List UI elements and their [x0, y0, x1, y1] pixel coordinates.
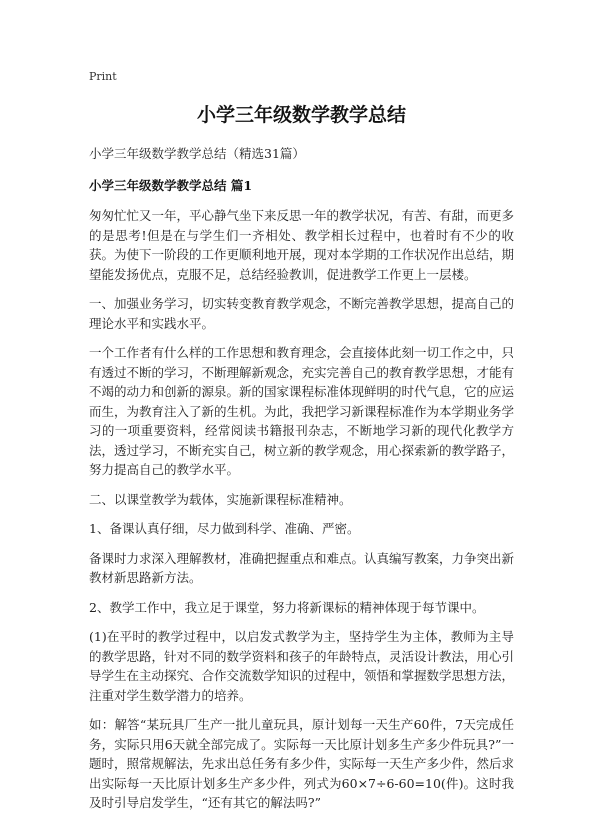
- paragraph-point-one: 一、加强业务学习，切实转变教育教学观念，不断完善教学思想，提高自己的理论水平和实践水平。: [89, 296, 515, 331]
- paragraph-lesson-prep-detail: 备课时力求深入理解教材，准确把握重点和难点。认真编写教案，力争突出新教材新思路新方法。: [89, 550, 515, 585]
- print-label: Print: [89, 70, 117, 83]
- paragraph-learning: 一个工作者有什么样的工作思想和教育理念，会直接体此刻一切工作之中，只有透过不断的学习，不断理解新观念，充实完善自己的教育教学思想，才能有不竭的动力和创新的源泉。新的国家课程标准体现鲜明的时代气息，它的应运而生，为教育注入了新的生机。为此，我把学习新课程标准作为本学期业务学习的一项重要资料，经常阅读书籍报刊杂志，不断地学习新的现代化教学方法，透过学习，不断充实自己，树立新的教学观念，用心探索新的教学路子，努力提高自己的教学水平。: [89, 345, 515, 477]
- paragraph-point-two: 二、以课堂教学为载体，实施新课程标准精神。: [89, 491, 352, 507]
- document-title: 小学三年级数学教学总结: [196, 104, 406, 126]
- paragraph-classroom: 2、教学工作中，我立足于课堂，努力将新课标的精神体现于每节课中。: [89, 599, 485, 615]
- document-subtitle: 小学三年级数学教学总结（精选31篇）: [89, 146, 305, 161]
- section-heading: 小学三年级数学教学总结 篇1: [89, 178, 253, 193]
- paragraph-teaching-method: (1)在平时的教学过程中，以启发式教学为主，坚持学生为主体，教师为主导的教学思路，针对不同的数学资料和孩子的年龄特点，灵活设计教法，用心引导学生在主动探究、合作交流数学知识的过程中，领悟和掌握数学思想方法，注重对学生数学潜力的培养。: [89, 629, 515, 703]
- paragraph-example: 如：解答“某玩具厂生产一批儿童玩具，原计划每一天生产60件，7天完成任务，实际只用6天就全部完成了。实际每一天比原计划多生产多少件玩具?”一题时，照常规解法，先求出总任务有多少件，实际每一天生产多少件，然后求出实际每一天比原计划多生产多少件，列式为60×7÷6-60=10(件)。这时我及时引导启发学生，“还有其它的解法吗?”: [89, 717, 515, 810]
- paragraph-lesson-prep: 1、备课认真仔细，尽力做到科学、准确、严密。: [89, 521, 360, 536]
- paragraph-intro: 匆匆忙忙又一年，平心静气坐下来反思一年的教学状况，有苦、有甜，而更多的是思考!但是在与学生们一齐相处、教学相长过程中，也着时有不少的收获。为使下一阶段的工作更顺利地开展，现对本学期的工作状况作出总结，期望能发扬优点，克服不足，总结经验教训，促进教学工作更上一层楼。: [89, 208, 515, 282]
